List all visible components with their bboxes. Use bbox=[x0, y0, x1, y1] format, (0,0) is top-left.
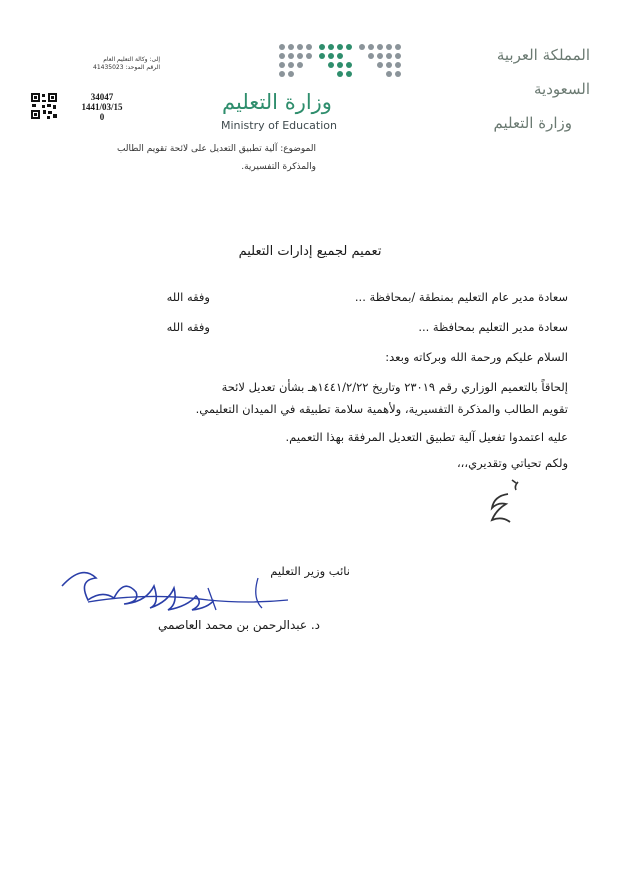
subject-line-2: والمذكرة التفسيرية. bbox=[241, 162, 316, 172]
logo-arabic-text: وزارة التعليم bbox=[222, 90, 332, 114]
subject-line-1: الموضوع: آلية تطبيق التعديل على لائحة تقويم الطالب bbox=[116, 144, 316, 154]
body-line-2: تقويم الطالب والمذكرة التفسيرية، ولأهمية سلامة تطبيقه في الميدان التعليمي. bbox=[195, 402, 568, 416]
qr-code-icon bbox=[30, 92, 58, 120]
unified-number-line: الرقم الموحد: 41435023 bbox=[93, 64, 160, 71]
reference-number: 34047 bbox=[90, 92, 114, 102]
body-paragraph bbox=[48, 376, 568, 474]
body-line-3: عليه اعتمدوا تفعيل آلية تطبيق التعديل المرفقة بهذا التعميم. bbox=[285, 430, 568, 444]
reference-block bbox=[70, 92, 134, 122]
signatory-name: د. عبدالرحمن بن محمد العاصمي bbox=[157, 618, 320, 632]
body-line-1: إلحاقاً بالتعميم الوزاري رقم ٢٣٠١٩ وتاريخ ١٤٤١/٢/٢٢هـ بشأن تعديل لائحة bbox=[221, 380, 568, 394]
subject bbox=[60, 140, 316, 176]
ministry-name: وزارة التعليم bbox=[493, 114, 572, 132]
salutation-1: سعادة مدير عام التعليم بمنطقة /بمحافظة ... bbox=[354, 290, 568, 304]
logo-english-text: Ministry of Education bbox=[220, 119, 337, 132]
blessing-1: وفقه الله bbox=[166, 290, 210, 304]
reference-date: 1441/03/15 bbox=[81, 102, 123, 112]
letterhead-kingdom bbox=[440, 38, 590, 140]
signatory-title: نائب وزير التعليم bbox=[270, 564, 350, 578]
salutation-2: سعادة مدير التعليم بمحافظة ... bbox=[418, 320, 568, 334]
signature-scribble bbox=[58, 548, 298, 628]
ministry-logo-icon bbox=[276, 42, 402, 78]
kingdom-name: المملكة العربية السعودية bbox=[496, 46, 590, 98]
handwritten-initial bbox=[478, 476, 528, 532]
recipient-line: إلى: وكالة التعليم العام bbox=[103, 56, 160, 63]
attachments-count: 0 bbox=[99, 112, 105, 122]
greeting: السلام عليكم ورحمة الله وبركاته وبعد: bbox=[385, 350, 568, 364]
circular-heading: تعميم لجميع إدارات التعليم bbox=[238, 244, 382, 259]
blessing-2: وفقه الله bbox=[166, 320, 210, 334]
closing-line: ولكم تحياتي وتقديري،،، bbox=[456, 456, 568, 470]
recipient-stamp bbox=[60, 56, 160, 72]
